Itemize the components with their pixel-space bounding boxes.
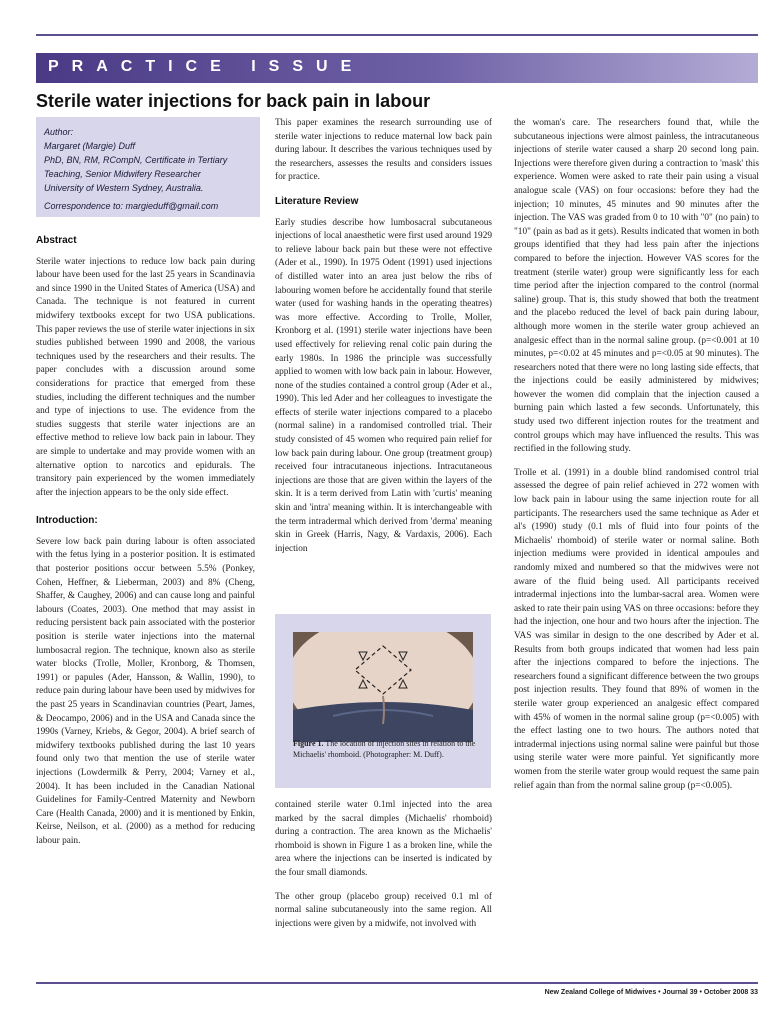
- abstract-text: Sterile water injections to reduce low back pain during labour have been used for the last 25 years in Scandinavia and since 1990 in the United States of America (USA) and Canada. The technique is not featured in current midwifery textbooks except for two USA publications. This paper reviews the use of sterile water injections in six studies published between 1990 and 2008, the various techniques used by the researchers and their results. The paper concludes with a discussion around some considerations for practice that emerged from these studies, including the different techniques and the number and type of injections to use. The evidence from the studies suggests that sterile water injections are an effective method to relieve low back pain in labour. They are simple to undertake and may provide women with an alternative option to narcotics and epidurals. The transitory pain experienced by the women immediately after the injection appears to be the only side effect.: [36, 256, 255, 498]
- figure-photo: [293, 632, 473, 742]
- col2-bottom-p2: The other group (placebo group) received 0.1 ml of normal saline subcutaneously into the same region. All injections were given by a midwife, not involved with: [275, 891, 492, 929]
- figure-caption-text: The location of injection sites in relation to the Michaelis' rhomboid.: [293, 739, 476, 759]
- author-name: Margaret (Margie) Duff: [44, 141, 136, 151]
- figure-1: [275, 614, 491, 788]
- literature-review-heading: Literature Review: [275, 195, 359, 207]
- lower-back-illustration: [293, 632, 473, 742]
- col3-p1: the woman's care. The researchers found that, while the subcutaneous injections were almost painless, the intracutaneous injections of sterile water caused a sharp 20 second long pain. Injections were therefore given during a contraction to 'mask' this experience. Women were asked to rate their pain using a visual analogue scale (VAS) on four occasions: before they had the injection; 10 minutes, 45 minutes and 90 minutes after the injection. The VAS was graded from 0 to 10 with "0" (no pain) to "10" (pain as bad as it gets). Results indicated that women in both groups identified that they had less pain after the injections compared to before the injection. However VAS scores for the treatment (sterile water) group were significantly less for each time period after the injection compared to the control (normal saline) group. That is, this study showed that both the treatment and the placebo reduced the level of back pain during labour, although more women in the sterile water group achieved an analgesic effect than in the normal saline group. (p=<0.001 at 10 minutes, p=<0.02 at 45 minutes and p=<0.05 at 90 minutes). The researchers noted that there were no long lasting side effects, that the injections could be easily administered by midwives; however the women did complain that the injection caused a burning pain which lasted a few seconds. Unfortunately, this study used two different injection routes for the treatment and control groups which may have influenced the results. This was rectified in the following study.: [514, 118, 759, 455]
- column-2-top: [275, 117, 492, 566]
- figure-label: Figure 1.: [293, 739, 324, 748]
- abstract-heading: Abstract: [36, 235, 77, 246]
- bottom-rule: [36, 982, 758, 984]
- introduction-heading: Introduction:: [36, 515, 98, 527]
- section-banner: [36, 53, 758, 83]
- author-box: [36, 117, 260, 217]
- article-title: Sterile water injections for back pain in labour: [36, 91, 431, 111]
- column-3: [514, 117, 759, 803]
- col2-bottom-p1: contained sterile water 0.1ml injected into the area marked by the sacral dimples (Michaelis' rhomboid) during a contraction. The area known as the Michaelis' rhomboid is shown in Figure 1 as a broken line, while the area where the injections can be inserted is indicated by the four small diamonds.: [275, 800, 492, 878]
- author-correspondence: Correspondence to: margieduff@gmail.com: [44, 201, 219, 211]
- figure-caption: [293, 738, 478, 760]
- author-credentials: PhD, BN, RM, RCompN, Certificate in Tertiary Teaching, Senior Midwifery Researcher: [44, 155, 228, 179]
- top-rule: [36, 34, 758, 36]
- page-footer: New Zealand College of Midwives • Journal 39 • October 2008 33: [544, 989, 758, 996]
- col3-p2: Trolle et al. (1991) in a double blind randomised control trial assessed the degree of pain relief achieved in 272 women with low back pain in labour using the same injection route for all participants. The researchers used the same technique as Ader et al's (1990) study (0.1 mls of fluid into four points of the Michaelis' rhomboid) of sterile water or normal saline. Both injection mediums were provided in identical ampoules and randomly mixed and numbered so that the midwives were not aware of the fluid being used. All participants received intradermal injections into the lumbar-sacral area. Women were asked to rate their pain using VAS on three occasions: before they had the injection, one hour and two hours after the injection. The VAS was similar in design to the one described by Ader et al. Results from both groups indicated that women had less pain after the injections compared to before the injections. The researchers found a significant difference between the two groups post injection results. They found that 89% of women in the sterile water group experienced an analgesic effect compared with 45% of women in the normal saline group (p=<0.005) with the effect lasting one to two hours. The authors noted that intradermal injections using normal saline were painful but those using sterile water were more painful. Yet significantly more women from the sterile water group would request the same pain relief again than from the normal saline group (p=<0.005).: [514, 467, 759, 791]
- introduction-text: Severe low back pain during labour is often associated with the fetus lying in a posterior position. It is estimated that posterior positions occur between 5.5% (Ponkey, Cohen, Heffner, & Lieberman, 2003) and 8% (Cheng, Shaffer, & Caughey, 2006) and can cause long and painful labours (Coates, 2003). One method that may assist in reducing persistent back pain associated with the posterior position is sterile water injections into the maternal lumbosacral region. The technique, known also as sterile water blocks (Trolle, Moller, Kronborg, & Thomsen, 1991) or papules (Ader, Hansson, & Wallin, 1990), to reduce pain during labour have been used by midwives for the past 25 years in Scandinavian countries (Peart, James, & Deocampo, 2006) and in the USA and Canada since the 1990s (Varney, Kriebs, & Gegor, 2004). A brief search of midwifery textbooks published during the last 10 years found only two that mention the use of sterile water injections (Lowdermilk & Perry, 2004; Varney et al., 2004). It has been included in the Canadian National Guidelines for Family-Centred Maternity and Newborn Care (Health Canada, 2000) and it is mentioned by Enkin, Keirse, Neilson, et al. (2000) as a method for reducing labour pain.: [36, 536, 255, 846]
- intro-paragraph: This paper examines the research surrounding use of sterile water injections to reduce maternal low back pain during labour. It describes the various techniques used by the researchers, assesses the results and considers issues for practice.: [275, 118, 492, 183]
- author-affiliation: University of Western Sydney, Australia.: [44, 183, 204, 193]
- literature-review-text: Early studies describe how lumbosacral subcutaneous injections of local anaesthetic were first used around 1929 to relieve labour back pain but these were not effective (Ader et al., 1990). In 1975 Odent (1991) used injections of distilled water into an area just below the ribs of labouring women before he accidentally found that sterile water (used for washing hands in the operating theatres) was more effective. According to Trolle, Moller, Kronborg et al. (1991) sterile water injections have been used effectively for relieving renal colic pain during the early 1980s. In 1986 the principle was successfully applied to women with low back pain in labour. However, none of the studies contained a control group (Ader et al., 1990). This led Ader and her colleagues to investigate the effects of sterile water injections compared to a placebo (normal saline) in a randomised controlled trial. Their study consisted of 45 women who required pain relief for low back pain during labour. One group (treatment group) received four intracutaneous injections. Intracutaneous injections are those that are given within the layers of the skin. It is a term derived from Latin with 'curtis' meaning skin and 'intra' meaning within. It is interchangeable with the term intradermal which derived from 'derma' meaning skin in Greek (Harris, Nagy, & Vardaxis, 2006). Each injection: [275, 217, 492, 554]
- column-2-bottom: [275, 799, 492, 941]
- column-1: [36, 234, 255, 859]
- figure-credit: (Photographer: M. Duff).: [363, 750, 444, 759]
- author-label: Author:: [44, 127, 74, 137]
- banner-label: PRACTICE ISSUE: [48, 58, 365, 75]
